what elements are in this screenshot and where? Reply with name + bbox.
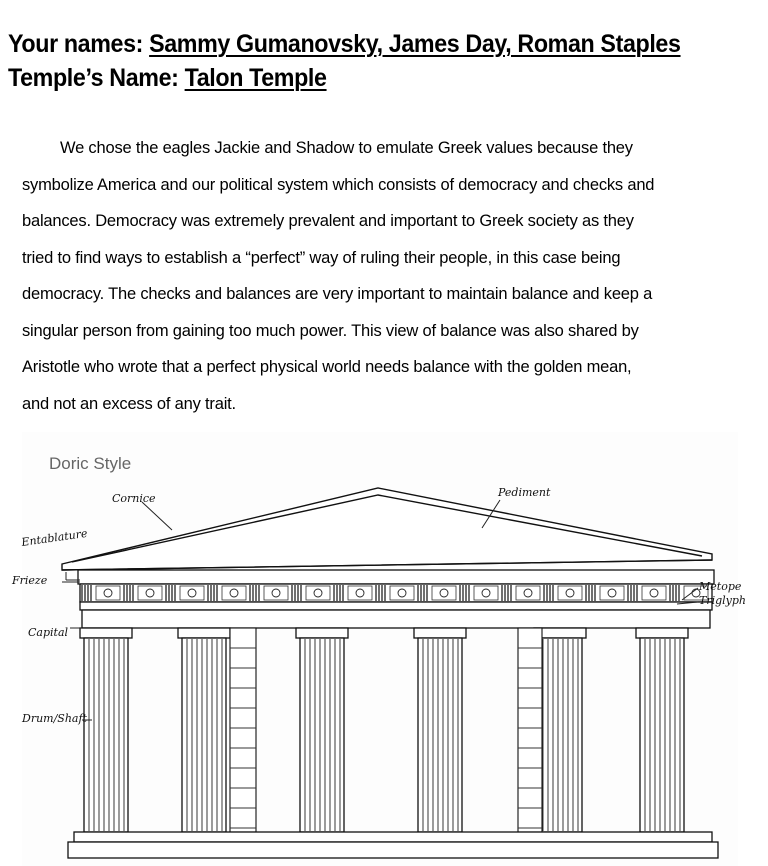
column <box>296 628 348 832</box>
paragraph-line: We chose the eagles Jackie and Shadow to emulate Greek values because they <box>60 139 633 157</box>
colonnade <box>80 628 688 832</box>
stylobate <box>68 832 718 858</box>
paragraph-line: Aristotle who wrote that a perfect physical world needs balance with the golden mean, <box>22 358 632 376</box>
column <box>178 628 230 832</box>
paragraph-line: symbolize America and our political system which consists of democracy and checks and <box>22 175 655 194</box>
essay-paragraph <box>22 130 742 422</box>
entablature <box>78 570 714 628</box>
temple-value: Talon Temple <box>184 64 327 92</box>
pediment-label: Pediment <box>498 486 551 499</box>
frieze-label: Frieze <box>12 574 48 587</box>
paragraph-line: tried to find ways to establish a “perfect” way of ruling their people, in this case being <box>22 248 621 267</box>
paragraph-line: and not an excess of any trait. <box>22 394 236 413</box>
temple-sketch <box>12 432 747 866</box>
paragraph-line: balances. Democracy was extremely prevalent and important to Greek society as they <box>22 212 634 230</box>
column <box>414 628 466 832</box>
capital-label: Capital <box>28 626 69 639</box>
cella-wall <box>518 628 542 832</box>
triglyph-label: Triglyph <box>699 594 747 607</box>
temple-heading <box>8 64 327 93</box>
drum-shaft-label: Drum/Shaft <box>22 712 87 725</box>
entablature-label: Entablature <box>20 526 89 549</box>
metope-label: Metope <box>699 580 742 593</box>
cornice-label: Cornice <box>112 492 156 505</box>
doric-temple-drawing <box>12 432 747 866</box>
doric-style-label: Doric Style <box>49 454 132 473</box>
cella-wall <box>230 628 256 832</box>
names-heading <box>8 30 681 59</box>
column <box>636 628 688 832</box>
temple-label: Temple’s Name: <box>8 64 179 92</box>
names-value: Sammy Gumanovsky, James Day, Roman Staples <box>149 30 681 58</box>
column <box>80 628 132 832</box>
names-label: Your names: <box>8 30 144 58</box>
paragraph-line: singular person from gaining too much power. This view of balance was also shared by <box>22 321 639 340</box>
paragraph-line: democracy. The checks and balances are very important to maintain balance and keep a <box>22 285 653 303</box>
pediment <box>62 488 712 570</box>
